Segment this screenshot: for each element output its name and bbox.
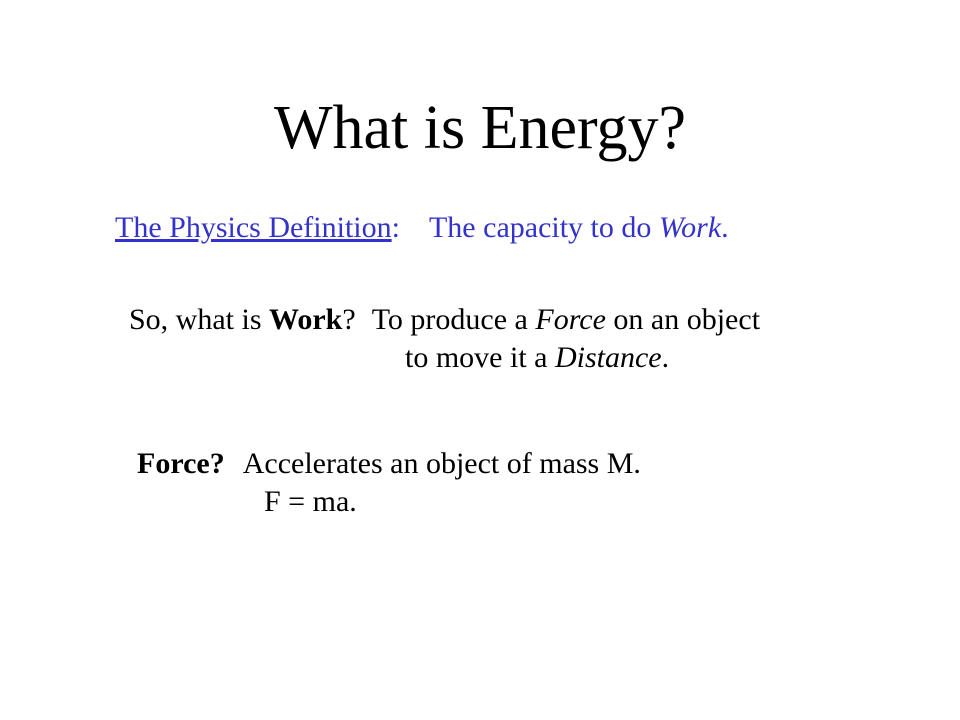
work-answer-suffix: on an object <box>605 303 761 336</box>
work-answer-line2-period: . <box>661 341 670 374</box>
work-answer-line-2 <box>405 340 669 376</box>
definition-period: . <box>721 211 729 244</box>
work-answer-distance-term: Distance <box>554 341 662 374</box>
force-question-term: Force? <box>137 447 225 480</box>
work-question-mark: ? <box>342 303 356 336</box>
force-formula: F = ma. <box>264 485 357 518</box>
slide-title: What is Energy? <box>273 94 687 162</box>
definition-colon: : <box>391 211 400 244</box>
force-question-line <box>137 446 641 482</box>
work-answer-line2-prefix: to move it a <box>405 341 555 374</box>
work-question-term: Work <box>269 303 343 336</box>
work-question-prefix: So, what is <box>129 303 270 336</box>
work-answer-prefix: To produce a <box>371 303 536 336</box>
definition-line <box>115 210 729 246</box>
definition-text: The capacity to do <box>428 211 659 244</box>
definition-label: The Physics Definition <box>115 211 392 244</box>
definition-work-term: Work <box>658 211 722 244</box>
work-question-line <box>129 302 760 338</box>
work-answer-force-term: Force <box>535 303 606 336</box>
force-answer-text: Accelerates an object of mass M. <box>242 447 641 480</box>
